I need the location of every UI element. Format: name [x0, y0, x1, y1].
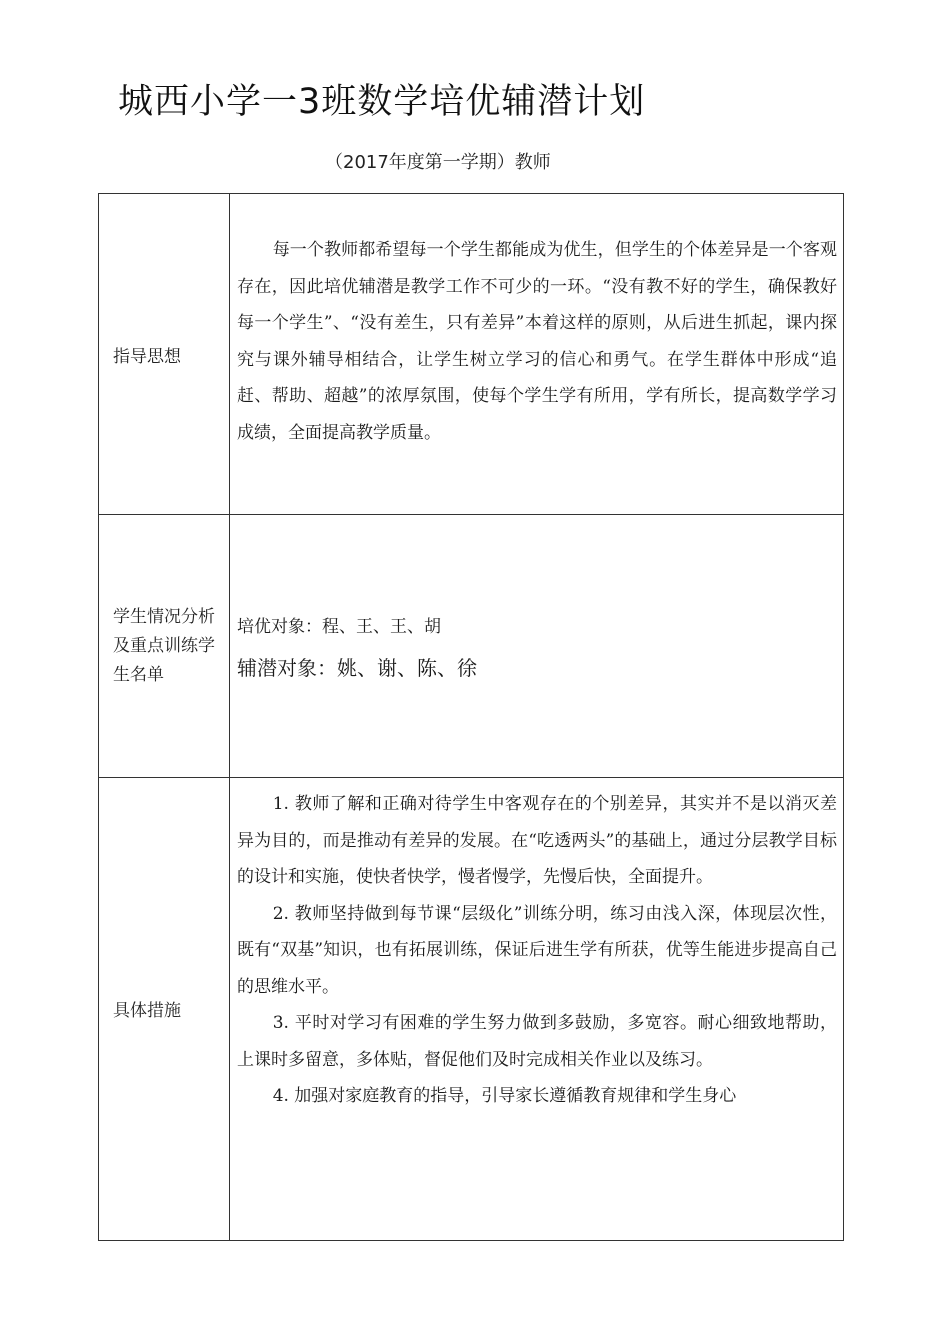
measure-item-4: 4. 加强对家庭教育的指导，引导家长遵循教育规律和学生身心: [272, 1086, 737, 1106]
plan-table: [98, 193, 844, 1241]
student-names-cell: [237, 607, 837, 689]
top-students-line: 培优对象：程、王、王、胡: [237, 617, 441, 637]
measure-item-1: 1. 教师了解和正确对待学生中客观存在的个别差异，其实并不是以消灭差异为目的，而是推动有差异的发展。在“吃透两头”的基础上，通过分层教学目标的设计和实施，使快者快学，慢者慢学，先慢后快，全面提升。: [237, 794, 837, 887]
row-label-guiding-thought: 指导思想: [113, 347, 181, 367]
row-divider: [99, 777, 843, 778]
guiding-thought-cell: [237, 232, 837, 451]
row-label-student-analysis: 学生情况分析及重点训练学生名单: [113, 607, 215, 685]
column-divider: [229, 194, 230, 1240]
measure-item-2: 2. 教师坚持做到每节课“层级化”训练分明，练习由浅入深，体现层次性，既有“双基”知识，也有拓展训练，保证后进生学有所获，优等生能进步提高自己的思维水平。: [237, 903, 837, 997]
row-divider: [99, 514, 843, 515]
struggling-students-line: 辅潜对象：姚、谢、陈、徐: [237, 656, 477, 680]
page-subtitle: （2017年度第一学期）教师: [325, 152, 551, 173]
row-label-measures: 具体措施: [113, 1001, 181, 1021]
measures-cell: [237, 786, 837, 1240]
guiding-thought-text: 每一个教师都希望每一个学生都能成为优生，但学生的个体差异是一个客观存在，因此培优辅潜是教学工作不可少的一环。“没有教不好的学生，确保教好每一个学生”、“没有差生，只有差异”本着这样的原则，从后进生抓起，课内探究与课外辅导相结合，让学生树立学习的信心和勇气。在学生群体中形成“追赶、帮助、超越”的浓厚氛围，使每个学生学有所用，学有所长，提高数学学习成绩，全面提高教学质量。: [237, 240, 837, 443]
page-title: 城西小学一3班数学培优辅潜计划: [118, 82, 646, 122]
measure-item-3: 3. 平时对学习有困难的学生努力做到多鼓励，多宽容。耐心细致地帮助，上课时多留意，多体贴，督促他们及时完成相关作业以及练习。: [237, 1013, 837, 1070]
